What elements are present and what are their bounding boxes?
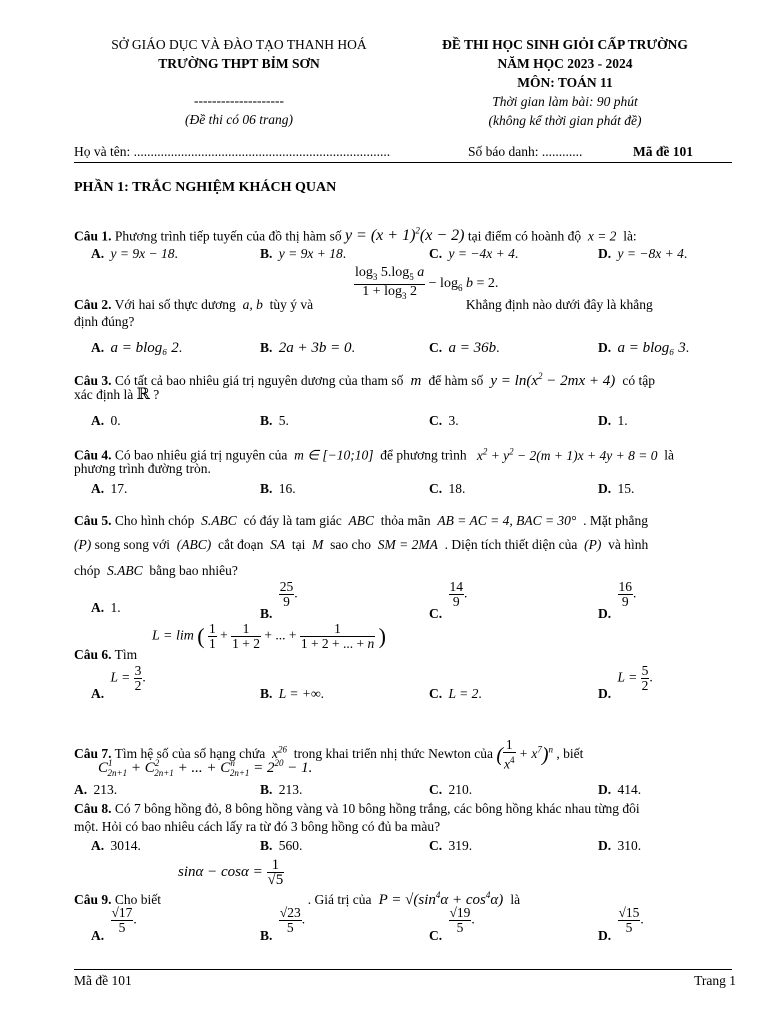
q2-equation: $\frac{\log_3 5.\log_5 a}{1 + \log_3 2}$ − $\log_6 b = 2$. xyxy=(355,265,499,301)
q2-option-c[interactable]: C. a = 36b. xyxy=(429,340,500,356)
footer-page-number: Trang 1 xyxy=(694,973,736,988)
question-5-line3: chóp S.ABC bằng bao nhiêu? xyxy=(74,563,238,578)
q3-option-d[interactable]: D. 1. xyxy=(598,413,628,428)
q1-function: $y = (x + 1)^2(x - 2)$ xyxy=(344,226,465,245)
question-5-line2: (P) song song với (ABC) cắt đoạn SA tại M sao cho SM = 2MA . Diện tích thiết diện của (P) và hình xyxy=(74,537,649,552)
header-dashes: -------------------- xyxy=(194,93,284,108)
q9-option-a[interactable]: A. $\frac{√17}{5}$ . xyxy=(91,905,137,943)
q2-option-a[interactable]: A. a = blog₆ 2. xyxy=(91,340,183,356)
exam-code: Mã đề 101 xyxy=(633,144,693,159)
q9-option-b[interactable]: B. $\frac{√23}{5}$ . xyxy=(260,905,306,943)
question-7: Câu 7. Tìm hệ số của số hạng chứa $x^{26}$ trong khai triển nhị thức Newton của ( $\frac{1}{x^4}$ + $x^7)^n$ , biết xyxy=(74,737,584,772)
q7-option-b[interactable]: B. 213. xyxy=(260,782,303,797)
q1-option-d[interactable]: D. y = −8x + 4. xyxy=(598,246,688,261)
q5-option-c[interactable]: C. $\frac{14}{9}$ . xyxy=(429,579,468,621)
header-divider xyxy=(74,162,732,163)
q9-option-c[interactable]: C. $\frac{√19}{5}$ . xyxy=(429,905,475,943)
q3-option-c[interactable]: C. 3. xyxy=(429,413,459,428)
q5-option-b[interactable]: B. $\frac{25}{9}$ . xyxy=(260,579,298,621)
question-3: Câu 3. Có tất cả bao nhiêu giá trị nguyên dương của tham số m để hàm số $y = \ln(x^2 - 2mx + 4)$ có tập xyxy=(74,371,655,389)
q6-limit-expression: L = lim ( $\frac{1}{1}$ + $\frac{1}{1 + 2}$ + ... + $\frac{1}{1 + 2 + ... + n}$ ) xyxy=(152,621,386,651)
q8-option-b[interactable]: B. 560. xyxy=(260,838,303,853)
q4-option-d[interactable]: D. 15. xyxy=(598,481,635,496)
q4-option-a[interactable]: A. 17. xyxy=(91,481,128,496)
question-1: Câu 1. Phương trình tiếp tuyến của đồ thị hàm số $y = (x + 1)^2(x - 2)$ tại điểm có hoành độ x = 2 là: xyxy=(74,226,637,245)
footer-divider xyxy=(74,969,732,970)
q6-option-c[interactable]: C. L = 2. xyxy=(429,686,482,701)
q8-option-a[interactable]: A. 3014. xyxy=(91,838,141,853)
page-count: (Đề thi có 06 trang) xyxy=(185,112,293,127)
exam-time: Thời gian làm bài: 90 phút xyxy=(492,94,638,109)
q1-option-c[interactable]: C. y = −4x + 4. xyxy=(429,246,519,261)
subject: MÔN: TOÁN 11 xyxy=(517,75,613,90)
question-9: Câu 9. Cho biết . Giá trị của $P = √(\sin^4\alpha + \cos^4\alpha)$ là xyxy=(74,890,521,908)
q2-option-b[interactable]: B. 2a + 3b = 0. xyxy=(260,340,355,356)
q4-option-b[interactable]: B. 16. xyxy=(260,481,296,496)
footer-exam-code: Mã đề 101 xyxy=(74,973,132,988)
question-3-cont: xác định là ℝ ? xyxy=(74,386,160,403)
question-4: Câu 4. Có bao nhiêu giá trị nguyên của m ∈ [−10;10] để phương trình $x^2 + y^2 - 2(m + 1)x + 4y + 8 = 0$ là xyxy=(74,446,674,463)
school-name: TRƯỜNG THPT BỈM SƠN xyxy=(158,56,320,71)
student-name-field: Họ và tên: ............................................................................ xyxy=(74,144,391,159)
q6-option-d[interactable]: D. L = $\frac{5}{2}$ . xyxy=(598,663,653,701)
q2-option-d[interactable]: D. a = blog₆ 3. xyxy=(598,340,690,356)
q9-option-d[interactable]: D. $\frac{√15}{5}$ . xyxy=(598,905,644,943)
q7-option-c[interactable]: C. 210. xyxy=(429,782,473,797)
header-right xyxy=(410,35,720,130)
header-left xyxy=(74,35,404,129)
q4-option-c[interactable]: C. 18. xyxy=(429,481,466,496)
exam-time-note: (không kể thời gian phát đề) xyxy=(488,113,642,128)
q3-option-b[interactable]: B. 5. xyxy=(260,413,289,428)
q1-option-a[interactable]: A. y = 9x − 18. xyxy=(91,246,178,261)
section-title: PHẦN 1: TRẮC NGHIỆM KHÁCH QUAN xyxy=(74,180,337,195)
question-5: Câu 5. Cho hình chóp S.ABC có đáy là tam giác ABC thỏa mãn AB = AC = 4, BAC = 30° . Mặt phẳng xyxy=(74,513,648,528)
q8-option-c[interactable]: C. 319. xyxy=(429,838,473,853)
exam-title: ĐỀ THI HỌC SINH GIỎI CẤP TRƯỜNG xyxy=(442,37,688,52)
question-8-cont: một. Hỏi có bao nhiêu cách lấy ra từ đó 3 bông hồng có đủ ba màu? xyxy=(74,819,441,834)
q5-option-a[interactable]: A. 1. xyxy=(91,600,121,615)
question-8: Câu 8. Có 7 bông hồng đỏ, 8 bông hồng vàng và 10 bông hồng trắng, các bông hồng khác nhau từng đôi xyxy=(74,801,640,816)
q5-option-d[interactable]: D. $\frac{16}{9}$ . xyxy=(598,579,637,621)
q6-option-a[interactable]: A. L = $\frac{3}{2}$ . xyxy=(91,663,146,701)
question-2: Câu 2. Với hai số thực dương a, b tùy ý và Khẳng định nào dưới đây là khẳng xyxy=(74,297,653,312)
question-2-cont: định đúng? xyxy=(74,314,135,329)
school-year: NĂM HỌC 2023 - 2024 xyxy=(497,56,633,71)
q7-option-d[interactable]: D. 414. xyxy=(598,782,642,797)
q7-option-a[interactable]: A. 213. xyxy=(74,782,118,797)
question-6: Câu 6. Tìm xyxy=(74,647,138,662)
question-4-cont: phương trình đường tròn. xyxy=(74,461,211,476)
q3-option-a[interactable]: A. 0. xyxy=(91,413,121,428)
q7-condition: $C^1_{2n+1} + C^2_{2n+1}$ + ... + $C^n_{2n+1} = 2^{20} - 1$. xyxy=(98,758,313,778)
department-name: SỞ GIÁO DỤC VÀ ĐÀO TẠO THANH HOÁ xyxy=(111,37,367,52)
q8-option-d[interactable]: D. 310. xyxy=(598,838,642,853)
q6-option-b[interactable]: B. L = +∞. xyxy=(260,686,324,701)
q1-option-b[interactable]: B. y = 9x + 18. xyxy=(260,246,347,261)
q9-given: sinα − cosα = $\frac{1}{√5}$ xyxy=(178,857,284,888)
student-id-field: Số báo danh: ............ xyxy=(468,144,583,159)
